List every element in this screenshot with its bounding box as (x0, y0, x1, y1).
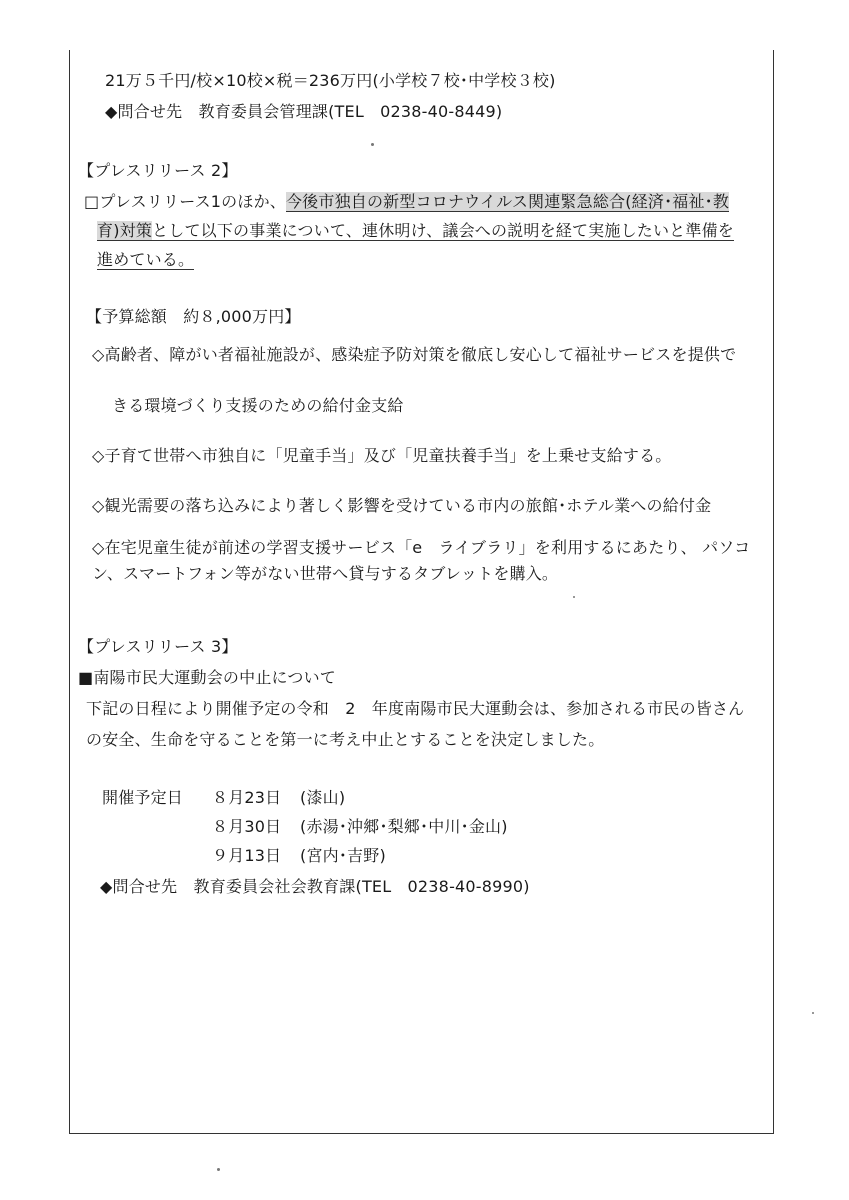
contact-line-1: ◆問合せ先 教育委員会管理課(TEL 0238-40-8449) (105, 102, 503, 121)
release2-intro-highlight-1: 今後市独自の新型コロナウイルス関連緊急総合(経済･福祉･教 (285, 192, 730, 211)
item2: ◇子育て世帯へ市独自に「児童手当」及び「児童扶養手当」を上乗せ支給する。 (92, 446, 672, 465)
release2-intro-rest-3: 進めている。 (97, 250, 195, 269)
release3-title: ■南陽市民大運動会の中止について (78, 668, 336, 687)
release2-intro-prefix: □プレスリリース1のほか、 (84, 192, 286, 211)
contact-line-2: ◆問合せ先 教育委員会社会教育課(TEL 0238-40-8990) (100, 877, 530, 896)
release2-intro-line2 (97, 220, 734, 242)
release3-body-line2: の安全、生命を守ることを第一に考え中止とすることを決定しました。 (86, 730, 605, 749)
schedule-places-3: (宮内･吉野) (300, 846, 386, 865)
release3-heading: 【プレスリリース 3】 (78, 637, 238, 656)
release2-heading: 【プレスリリース 2】 (78, 161, 238, 180)
budget-total: 【予算総額 約８,000万円】 (86, 307, 301, 326)
schedule-places-2: (赤湯･沖郷･梨郷･中川･金山) (300, 817, 508, 836)
cost-line: 21万５千円/校×10校×税＝236万円(小学校７校･中学校３校) (105, 71, 556, 90)
scan-speck (573, 596, 575, 598)
item3: ◇観光需要の落ち込みにより著しく影響を受けている市内の旅館･ホテル業への給付金 (92, 496, 712, 515)
scan-speck (812, 1012, 814, 1014)
schedule-date-2: ８月30日 (212, 817, 282, 836)
item1-line2: きる環境づくり支援のための給付金支給 (112, 396, 404, 415)
item1-line1: ◇高齢者、障がい者福祉施設が、感染症予防対策を徹底し安心して福祉サービスを提供で (92, 345, 737, 364)
schedule-date-3: ９月13日 (212, 846, 282, 865)
scan-speck (371, 143, 374, 146)
schedule-date-1: ８月23日 (212, 788, 282, 807)
item4-line2: ン、スマートフォン等がない世帯へ貸与するタブレットを購入。 (92, 564, 559, 583)
release2-intro-highlight-2: 育)対策 (97, 221, 153, 240)
item4-line1: ◇在宅児童生徒が前述の学習支援サービス「e ライブラリ」を利用するにあたり、 パソコ (92, 538, 751, 557)
release2-intro-line3 (97, 249, 194, 271)
schedule-places-1: (漆山) (300, 788, 346, 807)
schedule-label: 開催予定日 (102, 788, 184, 807)
release2-intro-rest-2: として以下の事業について、連休明け、議会への説明を経て実施したいと準備を (152, 221, 734, 240)
release2-intro-line1 (84, 191, 729, 213)
release3-body-line1: 下記の日程により開催予定の令和 2 年度南陽市民大運動会は、参加される市民の皆さん (86, 699, 745, 718)
scan-speck (217, 1168, 220, 1171)
